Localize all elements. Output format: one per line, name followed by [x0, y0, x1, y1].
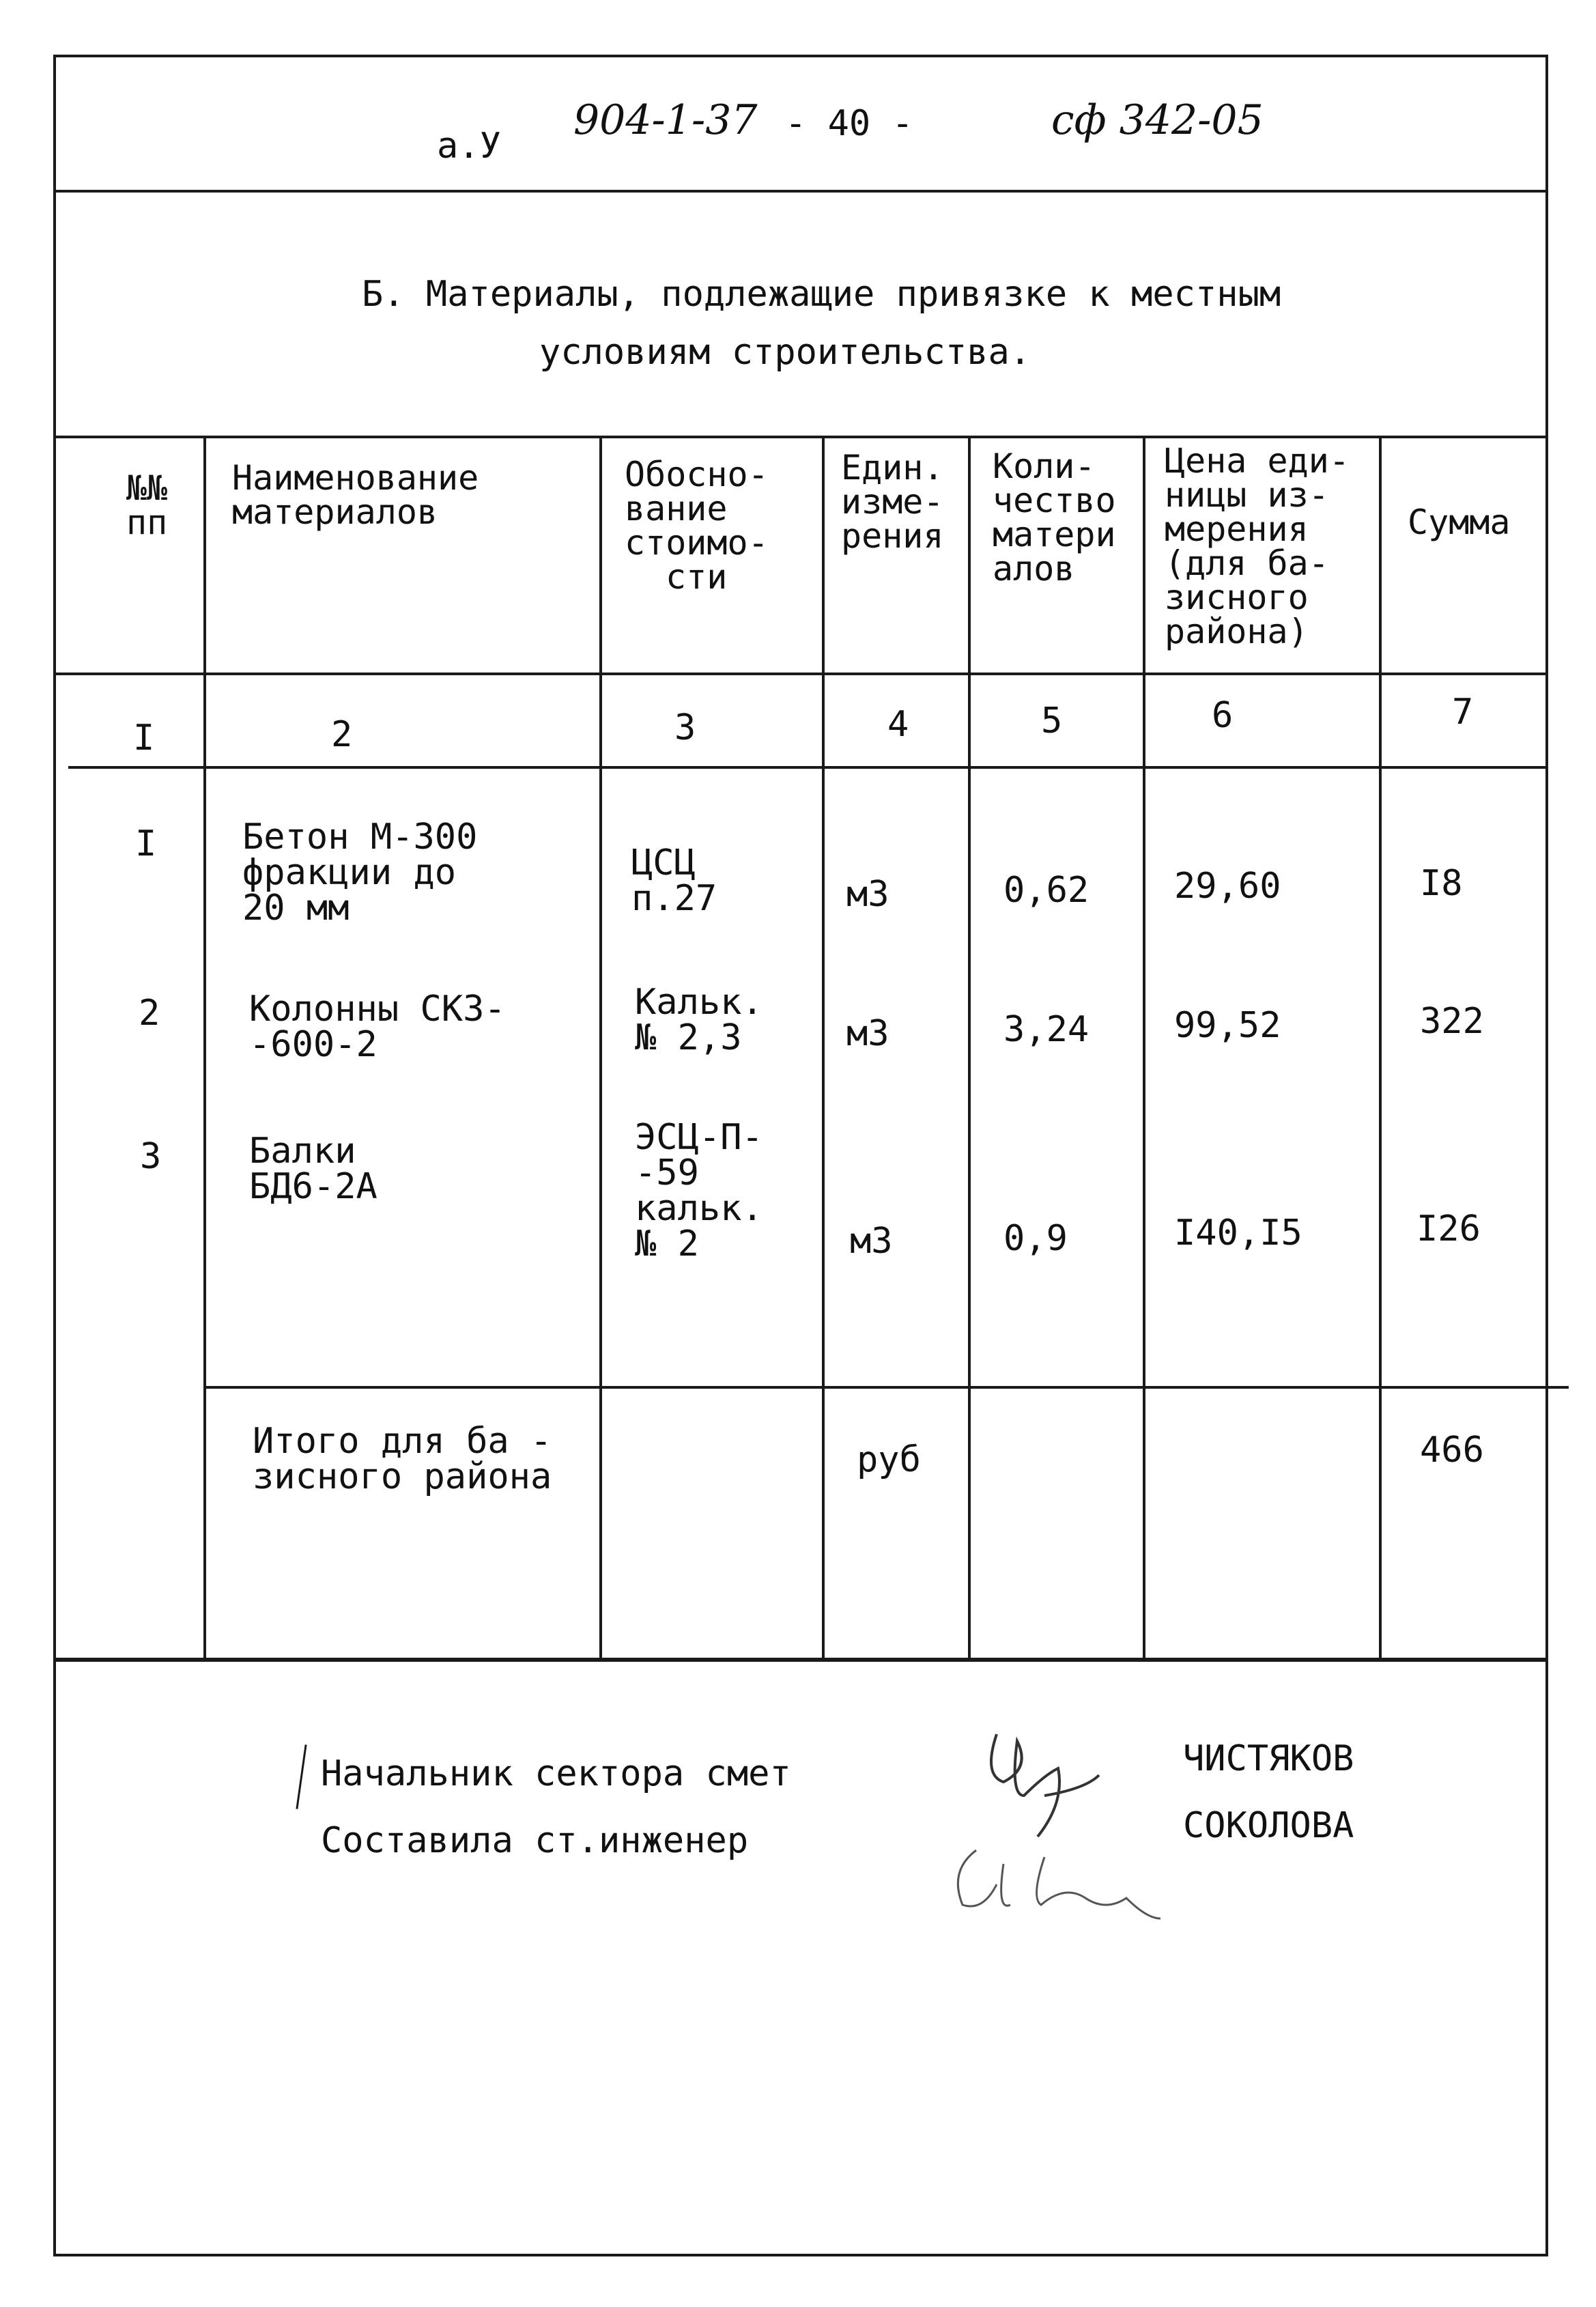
- row-price: 29,60: [1174, 866, 1281, 907]
- row-price: I40,I5: [1174, 1213, 1302, 1254]
- header-cell-qty: Коли- чество матери алов: [993, 447, 1116, 589]
- signature-name-chistyakov: ЧИСТЯКОВ: [1183, 1738, 1354, 1779]
- col-divider-4: [968, 436, 971, 1662]
- row-name: Бетон М-300 фракции до 20 мм: [242, 817, 478, 929]
- total-sum: 466: [1420, 1430, 1484, 1471]
- row-sum: 322: [1420, 1001, 1484, 1042]
- colnum-5: 5: [1041, 700, 1063, 741]
- handwritten-signatures: [928, 1693, 1201, 1925]
- signature-role-head: Начальник сектора смет: [321, 1753, 791, 1794]
- colnum-4: 4: [887, 704, 909, 745]
- colnum-3: 3: [674, 707, 696, 748]
- colnum-bottom-border: [68, 766, 1548, 769]
- section-title-line1: Б. Материалы, подлежащие привязке к местным: [362, 274, 1281, 315]
- row-sum: I8: [1420, 863, 1463, 904]
- total-top-border: [203, 1386, 1569, 1389]
- page-number: - 40 -: [785, 103, 913, 144]
- col-divider-1: [203, 436, 206, 1662]
- header-cell-sum: Сумма: [1408, 503, 1511, 542]
- row-num: 3: [140, 1136, 162, 1177]
- row-name: Балки БД6-2А: [249, 1131, 377, 1207]
- row-unit: м3: [850, 1221, 893, 1262]
- colnum-2: 2: [331, 714, 353, 755]
- header-cell-num: №№ пп: [126, 468, 168, 542]
- section-title-line2: условиям строительства.: [539, 332, 1031, 373]
- total-unit: руб: [857, 1439, 921, 1480]
- header-cell-basis: Обосно- вание стоимо- сти: [625, 455, 769, 597]
- row-basis: ЭСЦ-П- -59 кальк. № 2: [635, 1117, 763, 1264]
- header-bottom-border: [53, 673, 1548, 675]
- colnum-1: I: [133, 718, 155, 759]
- row-num: 2: [139, 993, 160, 1034]
- header-cell-unit: Един. изме- рения: [841, 448, 944, 556]
- signature-role-engineer: Составила ст.инженер: [321, 1820, 749, 1861]
- project-code: 904-1-37: [573, 96, 758, 144]
- row-name: Колонны СКЗ- -600-2: [249, 989, 506, 1065]
- total-label: Итого для ба - зисного района: [253, 1421, 552, 1497]
- col-divider-2: [599, 436, 602, 1662]
- row-unit: м3: [846, 874, 889, 915]
- row-qty: 0,9: [1003, 1218, 1068, 1259]
- colnum-6: 6: [1212, 695, 1234, 736]
- table-top-border: [53, 436, 1548, 438]
- table-bottom-border: [53, 1658, 1548, 1662]
- signature-name-sokolova: СОКОЛОВА: [1183, 1805, 1354, 1846]
- col-divider-3: [822, 436, 825, 1662]
- header-cell-name: Наименование материалов: [232, 458, 479, 532]
- row-qty: 0,62: [1003, 870, 1089, 911]
- row-num: I: [135, 823, 157, 864]
- colnum-7: 7: [1452, 692, 1474, 733]
- doc-code: сф 342-05: [1051, 96, 1264, 144]
- row-sum: I26: [1416, 1208, 1481, 1249]
- row-qty: 3,24: [1003, 1009, 1089, 1050]
- header-prefix: а.У: [437, 126, 501, 167]
- row-price: 99,52: [1174, 1005, 1281, 1046]
- col-divider-5: [1143, 436, 1145, 1662]
- header-divider: [53, 190, 1548, 193]
- row-basis: Кальк. № 2,3: [635, 982, 763, 1058]
- header-cell-price: Цена еди- ницы из- мерения (для ба- зисного района): [1165, 441, 1350, 651]
- row-unit: м3: [846, 1013, 889, 1054]
- row-basis: ЦСЦ п.27: [631, 843, 717, 919]
- col-divider-6: [1379, 436, 1382, 1662]
